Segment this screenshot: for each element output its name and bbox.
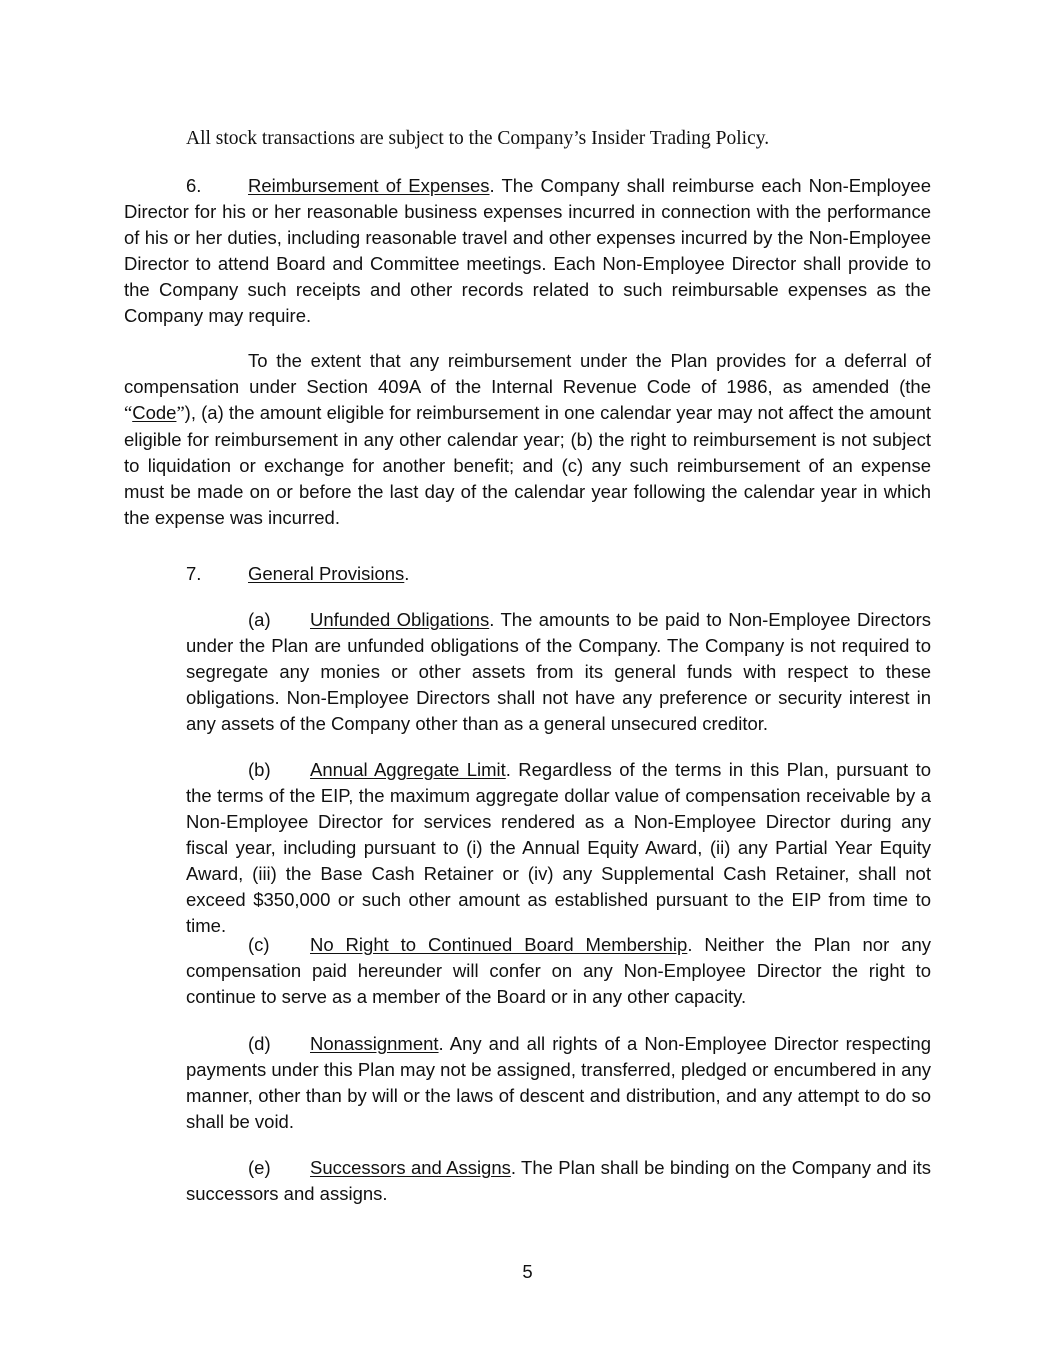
provision-heading: Unfunded Obligations [310, 609, 490, 630]
provision-label: (b) [248, 759, 271, 780]
provision-heading: Annual Aggregate Limit [310, 759, 506, 780]
paragraph-text: To the extent that any reimbursement under the Plan provides for a deferral of compensation under Section 409A of the Internal Revenue Code of 1986, as amended (the [124, 350, 931, 397]
paragraph-text: ), (a) the amount eligible for reimbursement in one calendar year may not affect the amount eligible for reimbursement in any other calendar year; (b) the right to reimbursement is not subject to liquidation or exchange for another benefit; and (c) any such reimbursement of an expense must be made on or before the last day of the calendar year following the calendar year in which the expense was incurred. [124, 402, 931, 528]
section-body: . The Company shall reimburse each Non-Employee Director for his or her reasonable business expenses incurred in connection with the performance of his or her duties, including reasonable travel and other expenses incurred by the Non-Employee Director to attend Board and Committee meetings. Each Non-Employee Director shall provide to the Company such receipts and other records related to such reimbursable expenses as the Company may require. [124, 175, 931, 326]
quote-close: ” [176, 404, 185, 424]
section-heading: General Provisions [248, 563, 405, 584]
provision-label: (c) [248, 934, 270, 955]
provision-label: (d) [248, 1033, 271, 1054]
provision-heading: Successors and Assigns [310, 1157, 511, 1178]
defined-term-code: Code [132, 402, 177, 423]
provision-d-nonassignment [186, 1031, 931, 1135]
provision-body: . Neither the Plan nor any compensation paid hereunder will confer on any Non-Employee Director the right to continue to serve as a member of the Board or in any other capacity. [186, 934, 931, 1007]
provision-body: . The Plan shall be binding on the Company and its successors and assigns. [186, 1157, 931, 1204]
provision-c-no-right-to-board-membership [186, 932, 931, 1010]
provision-heading: No Right to Continued Board Membership [310, 934, 688, 955]
provision-label: (e) [248, 1157, 271, 1178]
section-number: 6. [186, 175, 202, 196]
provision-e-successors-and-assigns [186, 1155, 931, 1207]
section-6-409a-paragraph [124, 348, 931, 531]
provision-b-annual-aggregate-limit [186, 757, 931, 939]
section-heading: Reimbursement of Expenses [248, 175, 490, 196]
section-heading-period: . [404, 563, 410, 584]
provision-a-unfunded-obligations [186, 607, 931, 737]
section-7-general-provisions [124, 561, 931, 587]
section-number: 7. [186, 563, 202, 584]
provision-body: . Regardless of the terms in this Plan, pursuant to the terms of the EIP, the maximum aggregate dollar value of compensation receivable by a Non-Employee Director for services rendered as a Non-Employee Director during any fiscal year, including pursuant to (i) the Annual Equity Award, (ii) any Partial Year Equity Award, (iii) the Base Cash Retainer or (iv) any Supplemental Cash Retainer, shall not exceed $350,000 or such other amount as established pursuant to the EIP from time to time. [186, 759, 931, 936]
insider-trading-note: All stock transactions are subject to the Company’s Insider Trading Policy. [186, 128, 770, 149]
provision-heading: Nonassignment [310, 1033, 439, 1054]
provision-label: (a) [248, 609, 271, 630]
quote-open: “ [124, 404, 133, 424]
page-number: 5 [522, 1261, 533, 1282]
provision-body: . The amounts to be paid to Non-Employee Directors under the Plan are unfunded obligations of the Company. The Company is not required to segregate any monies or other assets from its general funds with respect to these obligations. Non-Employee Directors shall not have any preference or security interest in any assets of the Company other than as a general unsecured creditor. [186, 609, 931, 734]
provision-body: . Any and all rights of a Non-Employee Director respecting payments under this Plan may not be assigned, transferred, pledged or encumbered in any manner, other than by will or the laws of descent and distribution, and any attempt to do so shall be void. [186, 1033, 931, 1132]
section-6-reimbursement [124, 173, 931, 329]
